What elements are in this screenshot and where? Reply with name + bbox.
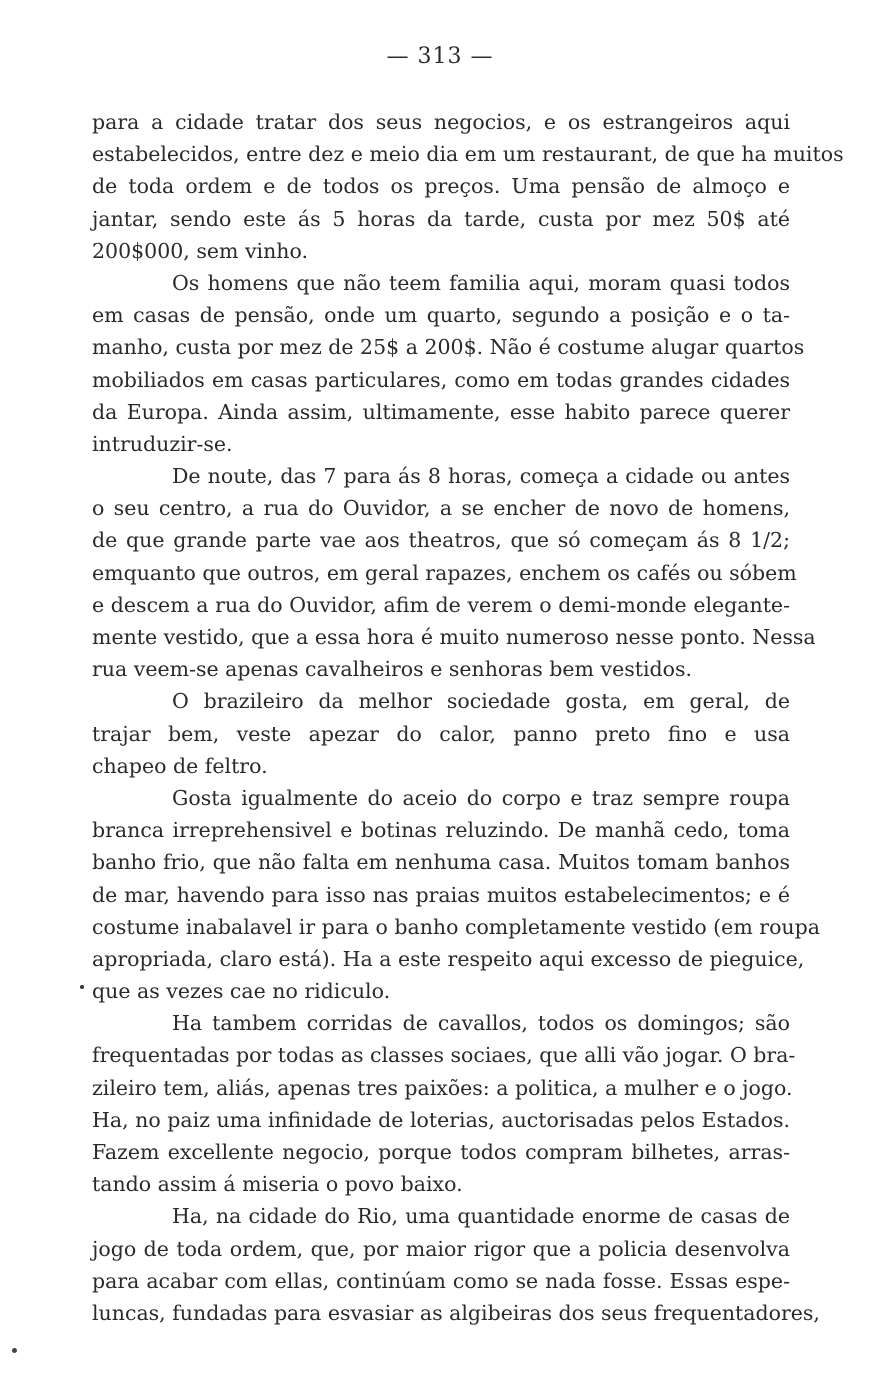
text-line: zileiro tem, aliás, apenas tres paixões: a politica, a mulher e o jogo. (92, 1075, 793, 1100)
text-line: Ha, na cidade do Rio, uma quantidade enorme de casas de (172, 1204, 790, 1229)
body-text (92, 106, 844, 1329)
text-line: trajar bem, veste apezar do calor, panno preto fino e usa (92, 721, 790, 746)
text-line: tando assim á miseria o povo baixo. (92, 1172, 463, 1197)
text-line: da Europa. Ainda assim, ultimamente, esse habito parece querer (92, 399, 790, 424)
text-line: rua veem-se apenas cavalheiros e senhoras bem vestidos. (92, 657, 693, 682)
text-line: de toda ordem e de todos os preços. Uma pensão de almoço e (92, 174, 790, 199)
ink-speck (12, 1348, 17, 1353)
text-line: o seu centro, a rua do Ouvidor, a se encher de novo de homens, (92, 496, 790, 521)
text-line: Gosta igualmente do aceio do corpo e traz sempre roupa (172, 785, 790, 810)
text-line: e descem a rua do Ouvidor, afim de verem o demi-monde elegante- (92, 592, 790, 617)
text-line: frequentadas por todas as classes sociaes, que alli vão jogar. O bra- (92, 1043, 796, 1068)
text-line: luncas, fundadas para esvasiar as algibeiras dos seus frequentadores, (92, 1300, 820, 1325)
text-line: estabelecidos, entre dez e meio dia em um restaurant, de que ha muitos (92, 142, 844, 167)
text-line: em casas de pensão, onde um quarto, segundo a posição e o ta- (92, 303, 790, 328)
text-line: apropriada, claro está). Ha a este respeito aqui excesso de pieguice, (92, 946, 805, 971)
text-line: para a cidade tratar dos seus negocios, e os estrangeiros aqui (92, 110, 790, 134)
text-line: De noute, das 7 para ás 8 horas, começa a cidade ou antes (172, 464, 790, 489)
text-line: chapeo de feltro. (92, 753, 268, 778)
text-line: mobiliados em casas particulares, como em todas grandes cidades (92, 367, 790, 392)
text-line: Ha, no paiz uma infinidade de loterias, auctorisadas pelos Estados. (92, 1107, 790, 1132)
text-line: jogo de toda ordem, que, por maior rigor que a policia desenvolva (92, 1236, 790, 1261)
ink-speck (80, 985, 84, 989)
text-line: branca irreprehensivel e botinas reluzindo. De manhã cedo, toma (92, 818, 790, 843)
text-line: que as vezes cae no ridiculo. (92, 979, 391, 1004)
text-line: de mar, havendo para isso nas praias muitos estabelecimentos; e é (92, 882, 790, 907)
text-line: costume inabalavel ir para o banho completamente vestido (em roupa (92, 914, 820, 939)
page-number: — 313 — (386, 44, 494, 69)
text-line: banho frio, que não falta em nenhuma casa. Muitos tomam banhos (92, 850, 790, 875)
text-line: mente vestido, que a essa hora é muito numeroso nesse ponto. Nessa (92, 625, 816, 649)
text-line: intruduzir-se. (92, 431, 233, 456)
text-line: Ha tambem corridas de cavallos, todos os domingos; são (172, 1011, 790, 1036)
text-line: emquanto que outros, em geral rapazes, enchem os cafés ou sóbem (92, 560, 797, 585)
text-line: para acabar com ellas, continúam como se nada fosse. Essas espe- (92, 1268, 790, 1293)
text-line: Os homens que não teem familia aqui, moram quasi todos (172, 270, 790, 295)
text-line: manho, custa por mez de 25$ a 200$. Não é costume alugar quartos (92, 335, 805, 360)
text-line: O brazileiro da melhor sociedade gosta, em geral, de (172, 689, 790, 714)
text-line: jantar, sendo este ás 5 horas da tarde, custa por mez 50$ até (92, 206, 790, 231)
text-line: de que grande parte vae aos theatros, que só começam ás 8 1/2; (92, 528, 790, 553)
text-line: 200$000, sem vinho. (92, 238, 308, 263)
text-line: Fazem excellente negocio, porque todos compram bilhetes, arras- (92, 1140, 790, 1164)
